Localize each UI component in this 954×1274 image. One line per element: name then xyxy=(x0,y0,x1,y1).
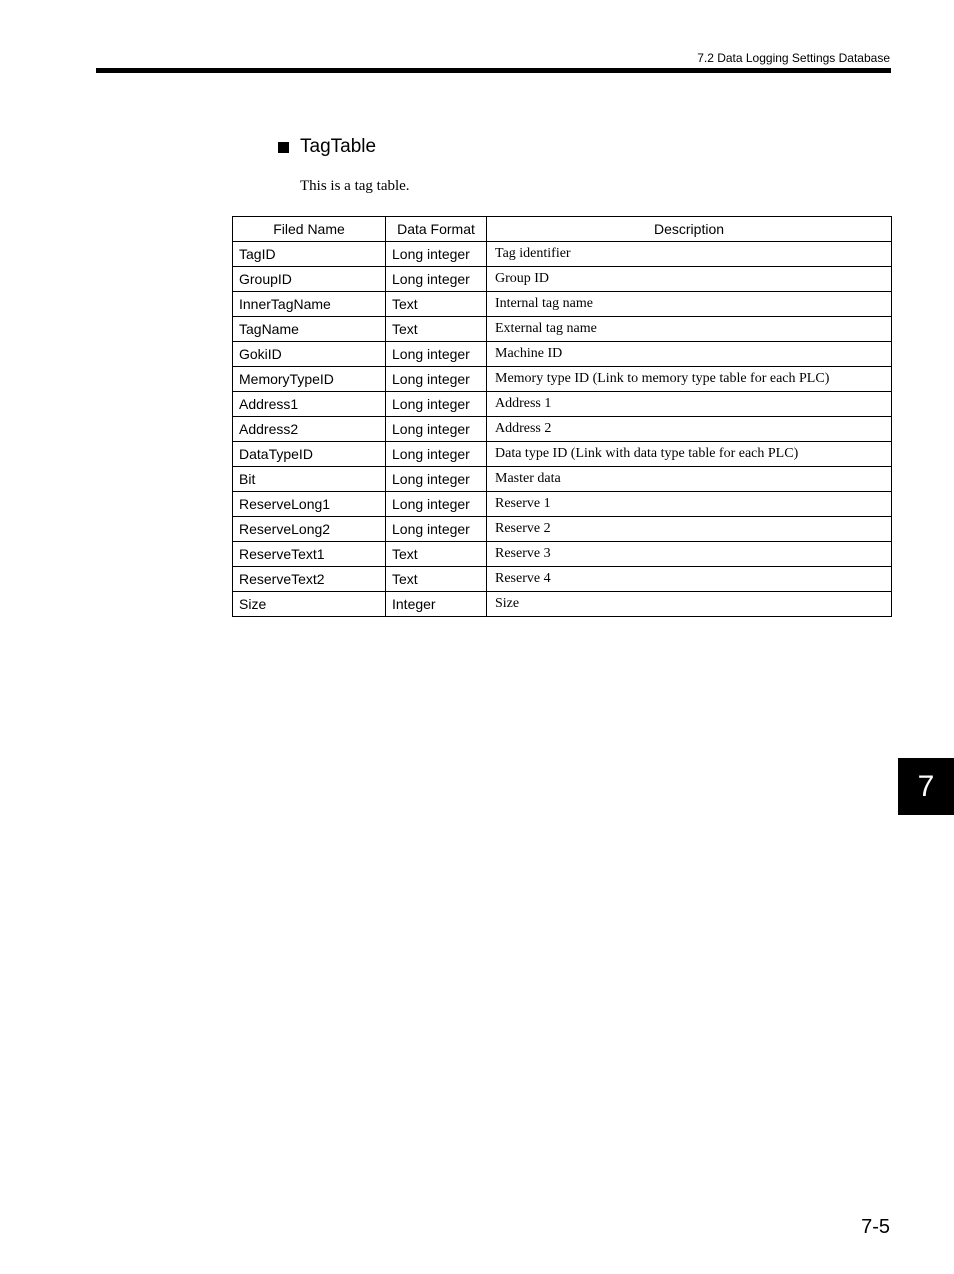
square-bullet-icon xyxy=(278,142,289,153)
cell-description: Memory type ID (Link to memory type table for each PLC) xyxy=(487,367,892,392)
cell-field-name: MemoryTypeID xyxy=(233,367,386,392)
page-number: 7-5 xyxy=(861,1216,890,1238)
cell-description: External tag name xyxy=(487,317,892,342)
cell-data-format: Long integer xyxy=(386,492,487,517)
table-row xyxy=(233,367,892,392)
cell-field-name: Address2 xyxy=(233,417,386,442)
cell-field-name: DataTypeID xyxy=(233,442,386,467)
cell-data-format: Long integer xyxy=(386,517,487,542)
cell-description: Data type ID (Link with data type table for each PLC) xyxy=(487,442,892,467)
cell-field-name: Bit xyxy=(233,467,386,492)
cell-description: Reserve 4 xyxy=(487,567,892,592)
cell-field-name: InnerTagName xyxy=(233,292,386,317)
cell-data-format: Long integer xyxy=(386,242,487,267)
cell-field-name: Size xyxy=(233,592,386,617)
table-row xyxy=(233,467,892,492)
cell-data-format: Long integer xyxy=(386,392,487,417)
cell-field-name: Address1 xyxy=(233,392,386,417)
section-title: TagTable xyxy=(300,136,377,157)
cell-description: Reserve 3 xyxy=(487,542,892,567)
table-row xyxy=(233,567,892,592)
table-row xyxy=(233,342,892,367)
cell-data-format: Text xyxy=(386,317,487,342)
cell-description: Size xyxy=(487,592,892,617)
table-row xyxy=(233,517,892,542)
cell-data-format: Long integer xyxy=(386,442,487,467)
table-row xyxy=(233,242,892,267)
cell-field-name: ReserveText1 xyxy=(233,542,386,567)
section-heading xyxy=(278,136,376,158)
column-header-description: Description xyxy=(487,217,892,242)
cell-description: Master data xyxy=(487,467,892,492)
cell-description: Address 1 xyxy=(487,392,892,417)
cell-field-name: GroupID xyxy=(233,267,386,292)
cell-field-name: ReserveText2 xyxy=(233,567,386,592)
table-row xyxy=(233,542,892,567)
table-row xyxy=(233,392,892,417)
cell-field-name: ReserveLong1 xyxy=(233,492,386,517)
cell-data-format: Long integer xyxy=(386,367,487,392)
cell-description: Reserve 1 xyxy=(487,492,892,517)
table-row xyxy=(233,592,892,617)
cell-data-format: Text xyxy=(386,567,487,592)
header-rule xyxy=(96,68,891,73)
cell-data-format: Long integer xyxy=(386,342,487,367)
tag-table xyxy=(232,216,892,617)
cell-field-name: ReserveLong2 xyxy=(233,517,386,542)
cell-data-format: Integer xyxy=(386,592,487,617)
running-header: 7.2 Data Logging Settings Database xyxy=(697,51,890,65)
column-header-field-name: Filed Name xyxy=(233,217,386,242)
chapter-tab: 7 xyxy=(898,758,954,815)
table-row xyxy=(233,492,892,517)
cell-description: Machine ID xyxy=(487,342,892,367)
table-row xyxy=(233,442,892,467)
cell-description: Address 2 xyxy=(487,417,892,442)
cell-data-format: Long integer xyxy=(386,467,487,492)
cell-data-format: Text xyxy=(386,542,487,567)
cell-data-format: Long integer xyxy=(386,417,487,442)
cell-field-name: TagID xyxy=(233,242,386,267)
table-row xyxy=(233,267,892,292)
cell-data-format: Long integer xyxy=(386,267,487,292)
cell-description: Reserve 2 xyxy=(487,517,892,542)
table-row xyxy=(233,317,892,342)
cell-data-format: Text xyxy=(386,292,487,317)
column-header-data-format: Data Format xyxy=(386,217,487,242)
cell-field-name: TagName xyxy=(233,317,386,342)
table-header-row xyxy=(233,217,892,242)
intro-text: This is a tag table. xyxy=(300,178,410,194)
cell-description: Group ID xyxy=(487,267,892,292)
table-row xyxy=(233,417,892,442)
cell-field-name: GokiID xyxy=(233,342,386,367)
cell-description: Tag identifier xyxy=(487,242,892,267)
cell-description: Internal tag name xyxy=(487,292,892,317)
table-row xyxy=(233,292,892,317)
